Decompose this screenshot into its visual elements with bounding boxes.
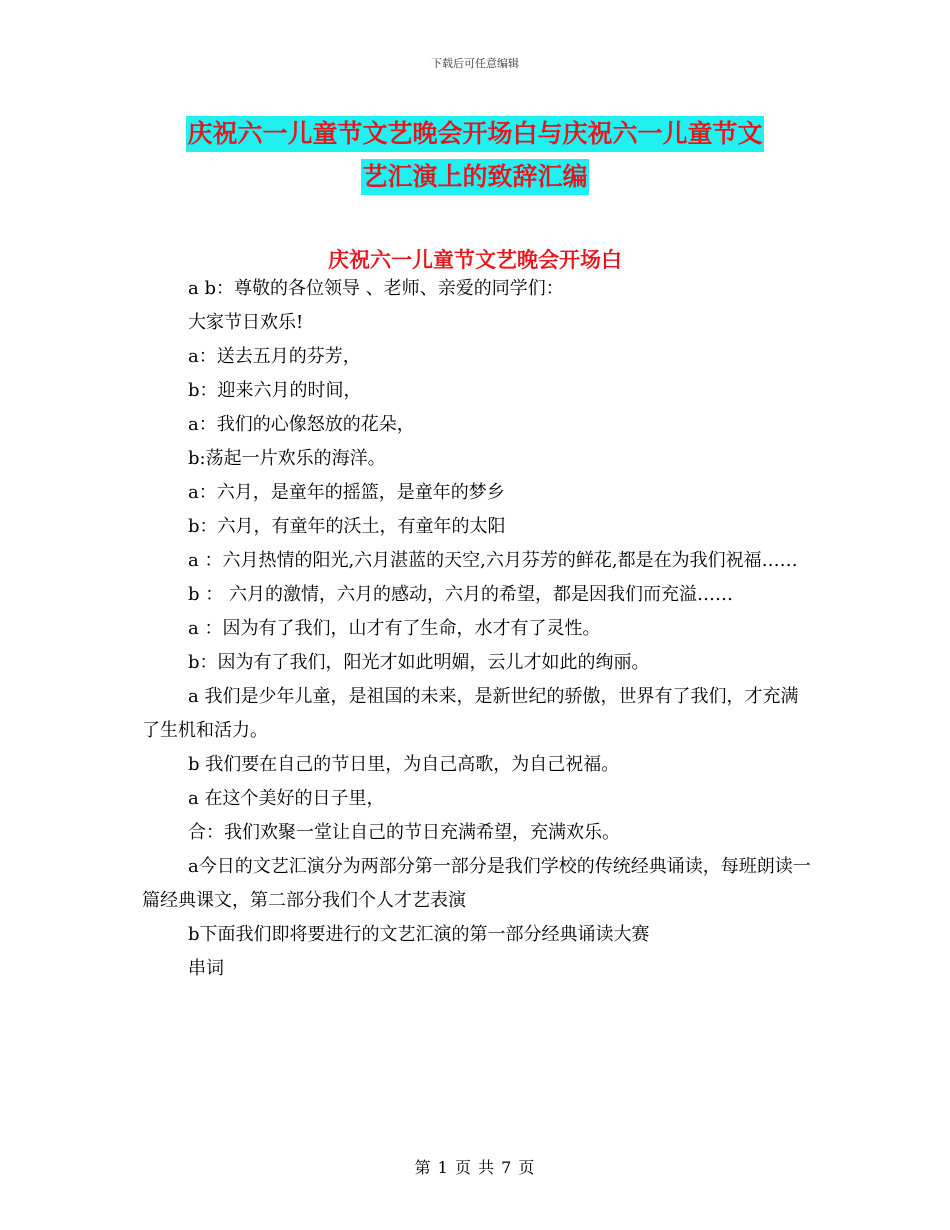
paragraph: 大家节日欢乐! bbox=[188, 312, 304, 333]
title-line-2: 艺汇演上的致辞汇编 bbox=[361, 159, 588, 195]
paragraph: a 我们是少年儿童，是祖国的未来，是新世纪的骄傲，世界有了我们，才充满了生机和活力。 bbox=[142, 686, 799, 741]
paragraph: a：我们的心像怒放的花朵， bbox=[188, 414, 415, 435]
paragraph: a：六月，是童年的摇篮，是童年的梦乡 bbox=[188, 482, 505, 503]
paragraph: b 我们要在自己的节日里，为自己高歌，为自己祝福。 bbox=[188, 754, 620, 775]
paragraph: a ：六月热情的阳光,六月湛蓝的天空,六月芬芳的鲜花,都是在为我们祝福…… bbox=[188, 550, 798, 571]
paragraph: a ：因为有了我们，山才有了生命，水才有了灵性。 bbox=[188, 618, 601, 639]
paragraph: b下面我们即将要进行的文艺汇演的第一部分经典诵读大赛 bbox=[188, 924, 650, 945]
section-title: 庆祝六一儿童节文艺晚会开场白 bbox=[328, 248, 622, 272]
paragraph: 串词 bbox=[188, 958, 224, 979]
paragraph: b：迎来六月的时间， bbox=[188, 380, 362, 401]
paragraph: b:荡起一片欢乐的海洋。 bbox=[188, 448, 386, 469]
paragraph: a：送去五月的芬芳， bbox=[188, 346, 361, 367]
paragraph: a今日的文艺汇演分为两部分第一部分是我们学校的传统经典诵读，每班朗读一篇经典课文，第二部分我们个人才艺表演 bbox=[142, 856, 811, 911]
paragraph: b ： 六月的激情，六月的感动，六月的希望，都是因我们而充溢…… bbox=[188, 584, 733, 605]
document-body bbox=[142, 272, 814, 986]
page-footer: 第 1 页 共 7 页 bbox=[414, 1158, 536, 1177]
paragraph: b：因为有了我们，阳光才如此明媚，云儿才如此的绚丽。 bbox=[188, 652, 650, 673]
paragraph: 合：我们欢聚一堂让自己的节日充满希望，充满欢乐。 bbox=[188, 822, 620, 843]
paragraph: b：六月，有童年的沃土，有童年的太阳 bbox=[188, 516, 506, 537]
document-title bbox=[0, 112, 950, 198]
header-note: 下载后可任意编辑 bbox=[431, 57, 519, 70]
title-line-1: 庆祝六一儿童节文艺晚会开场白与庆祝六一儿童节文 bbox=[186, 116, 763, 152]
paragraph: a b：尊敬的各位领导 、老师、亲爱的同学们： bbox=[188, 278, 564, 299]
paragraph: a 在这个美好的日子里， bbox=[188, 788, 385, 809]
